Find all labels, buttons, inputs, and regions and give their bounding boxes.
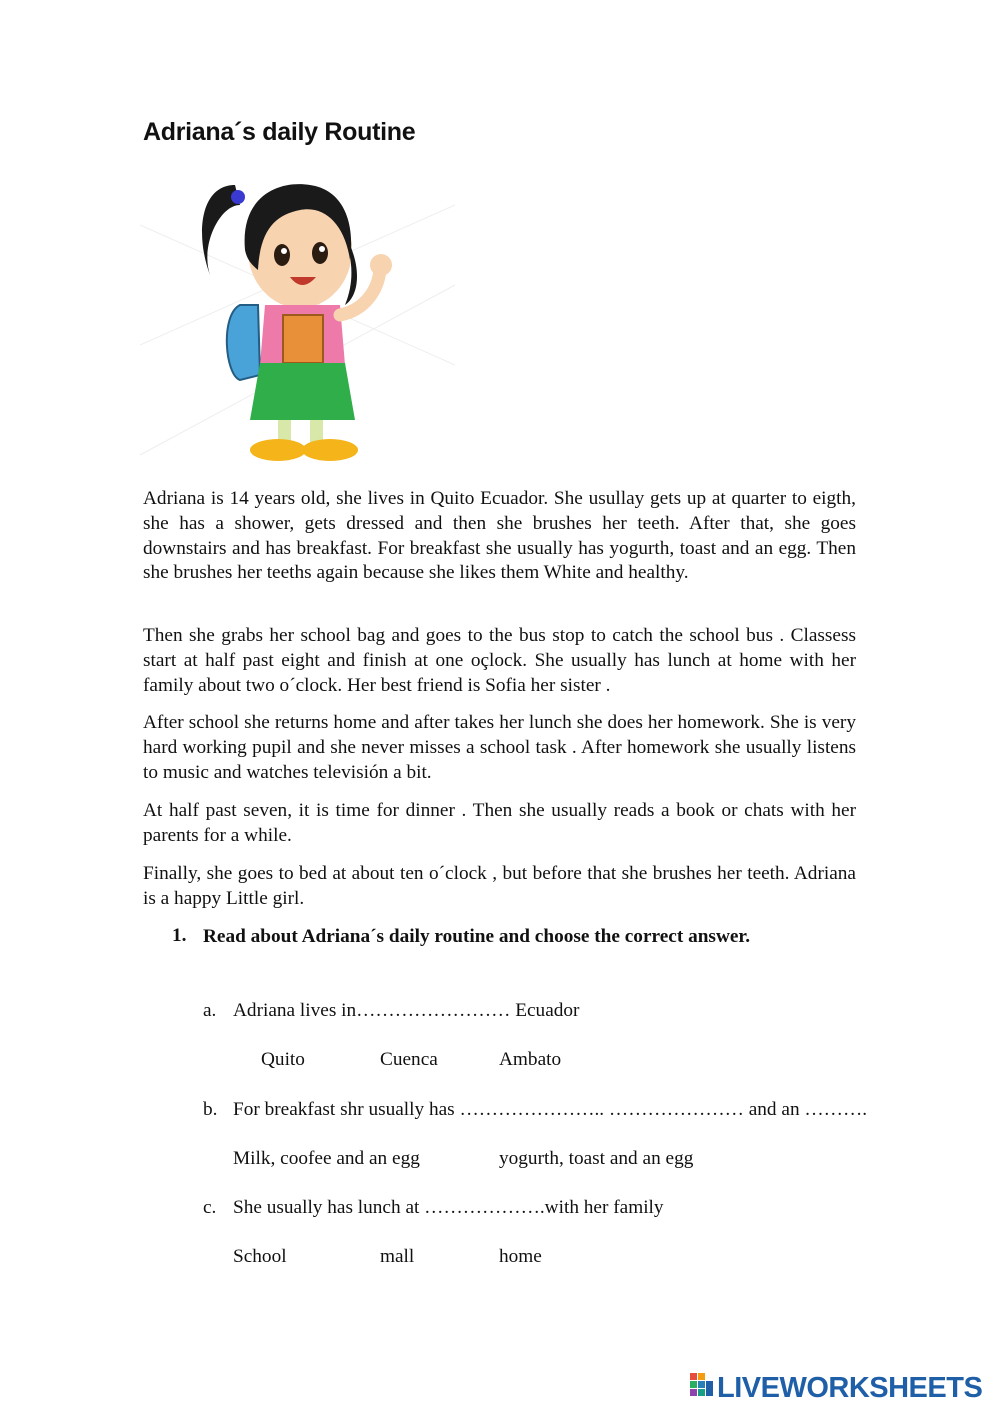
item-c-letter: c. — [203, 1197, 217, 1218]
paragraph-4: At half past seven, it is time for dinner . Then she usually reads a book or chats with her parents for a while. — [143, 800, 856, 846]
brand-wordmark: LIVEWORKSHEETS — [717, 1371, 983, 1404]
option-mall[interactable]: mall — [380, 1246, 415, 1267]
item-a-letter: a. — [203, 1000, 217, 1021]
girl-with-backpack-illustration — [140, 165, 455, 475]
question-number: 1. — [172, 925, 187, 946]
question-instruction: Read about Adriana´s daily routine and choose the correct answer. — [203, 926, 751, 947]
item-b-text: For breakfast shr usually has ………………….. ………………… and an ………. — [233, 1099, 868, 1120]
liveworksheets-brand — [690, 1370, 982, 1406]
paragraph-2: Then she grabs her school bag and goes to the bus stop to catch the school bus . Classess start at half past eight and finish at one oçlock. She usually has lunch at home with her family about two o´clock. Her best friend is Sofia her sister . — [143, 625, 856, 696]
item-c-text: She usually has lunch at ……………….with her family — [233, 1197, 664, 1218]
option-milk-coofee-egg[interactable]: Milk, coofee and an egg — [233, 1148, 420, 1169]
paragraph-1: Adriana is 14 years old, she lives in Quito Ecuador. She usullay gets up at quarter to eigth, she has a shower, gets dressed and then she brushes her teeth. After that, she goes downstairs and has breakfast. For breakfast she usually has yogurth, toast and an egg. Then she brushes her teeths again because she likes them White and healthy. — [143, 488, 856, 584]
option-ambato[interactable]: Ambato — [499, 1049, 562, 1070]
page-title: Adriana´s daily Routine — [143, 118, 416, 146]
option-yogurth-toast-egg[interactable]: yogurth, toast and an egg — [499, 1148, 694, 1169]
item-a-text: Adriana lives in…………………… Ecuador — [233, 1000, 580, 1021]
item-b-letter: b. — [203, 1099, 218, 1120]
option-home[interactable]: home — [499, 1246, 542, 1267]
option-cuenca[interactable]: Cuenca — [380, 1049, 438, 1070]
paragraph-3: After school she returns home and after takes her lunch she does her homework. She is very hard working pupil and she never misses a school task . After homework she usually listens to music and watches televisión a bit. — [143, 712, 856, 783]
option-school[interactable]: School — [233, 1246, 287, 1267]
liveworksheets-logo-icon — [690, 1373, 714, 1403]
paragraph-5: Finally, she goes to bed at about ten o´clock , but before that she brushes her teeth. Adriana is a happy Little girl. — [143, 863, 856, 909]
option-quito[interactable]: Quito — [261, 1049, 305, 1070]
